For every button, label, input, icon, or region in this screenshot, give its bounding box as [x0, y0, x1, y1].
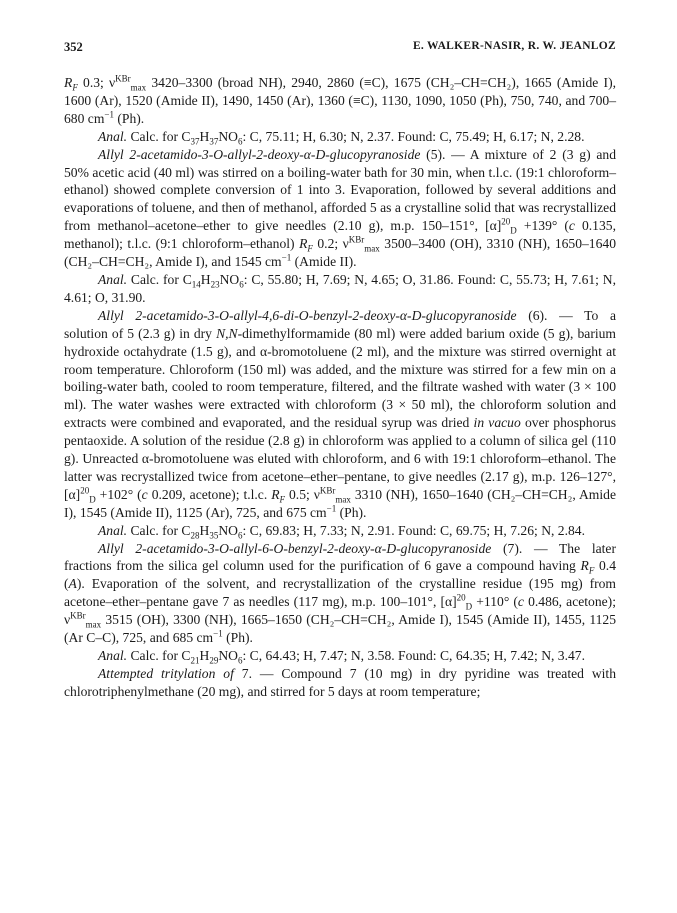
- text-run: : C, 64.43; H, 7.47; N, 3.58. Found: C, 64.35; H, 7.42; N, 3.47.: [242, 648, 585, 663]
- text-run: : C, 69.83; H, 7.33; N, 2.91. Found: C, 69.75; H, 7.26; N, 2.84.: [242, 522, 585, 538]
- superscript-text: KBr: [70, 610, 86, 621]
- text-run: Calc. for C: [127, 648, 191, 663]
- subscript-text: 37: [190, 136, 200, 147]
- text-run: 0.209, acetone); t.l.c.: [147, 486, 272, 502]
- italic-text: Allyl 2-acetamido-3-O-allyl-6-O-benzyl-2-deoxy-α-D-glucopyranoside: [98, 540, 492, 556]
- paragraph: [64, 146, 616, 271]
- text-run: (6). — To a solution of 5 (2.3 g) in dry: [64, 307, 616, 341]
- italic-text: R: [271, 486, 280, 502]
- text-run: NO: [219, 271, 240, 287]
- italic-text: Allyl 2-acetamido-3-O-allyl-4,6-di-O-benzyl-2-deoxy-α-D-glucopyranoside: [98, 307, 517, 323]
- text-run: Calc. for C: [127, 128, 191, 144]
- text-run: 0.4 (: [64, 558, 616, 592]
- text-run: Calc. for C: [127, 522, 191, 538]
- superscript-text: 20: [501, 216, 511, 227]
- text-run: 7. — Compound 7 (10 mg) in dry pyridine was treated with chlorotriphenylmethane (20 mg), and stirred for 5 days at room temperature;: [64, 665, 617, 699]
- subscript-text: F: [279, 494, 286, 505]
- subscript-text: max: [364, 243, 380, 254]
- subscript-text: 21: [190, 655, 200, 666]
- subscript-text: max: [85, 619, 102, 630]
- italic-text: Anal.: [98, 128, 128, 144]
- subscript-text: 28: [190, 530, 200, 541]
- text-run: (Ph).: [113, 110, 145, 126]
- subscript-text: 6: [237, 530, 243, 541]
- paragraph: [64, 271, 616, 307]
- paragraph: [64, 665, 616, 701]
- text-run: Calc. for C: [127, 271, 192, 287]
- subscript-text: F: [72, 82, 78, 93]
- subscript-text: 6: [237, 655, 243, 666]
- subscript-text: 6: [237, 136, 243, 147]
- subscript-text: D: [510, 225, 517, 236]
- text-run: 3310 (NH), 1650–1640 (CH₂–CH=CH₂, Amide I), 1545 (Amide II), 1125 (Ar), 725, and 675 cm: [64, 486, 616, 520]
- text-run: (Amide II).: [291, 254, 357, 270]
- paragraph: [64, 307, 616, 522]
- text-run: H: [199, 128, 210, 144]
- superscript-text: KBr: [348, 234, 365, 245]
- subscript-text: 23: [210, 279, 220, 290]
- italic-text: Anal.: [98, 522, 128, 538]
- page-header: [64, 40, 616, 60]
- text-run: 0.135, methanol); t.l.c. (9:1 chloroform–ethanol): [64, 218, 616, 252]
- text-run: : C, 55.80; H, 7.69; N, 4.65; O, 31.86. Found: C, 55.73; H, 7.61; N, 4.61; O, 31.90.: [64, 271, 616, 305]
- text-run: 3420–3300 (broad NH), 2940, 2860 (≡C), 1675 (CH₂–CH=CH₂), 1665 (Amide I), 1600 (Ar), 1520 (Amide II), 1490, 1450 (Ar), 1360 (≡C), 1130, 1090, 1050 (Ph), 750, 740, and 700–680 cm: [64, 75, 617, 126]
- text-run: (Ph).: [222, 630, 253, 646]
- text-run: : C, 75.11; H, 6.30; N, 2.37. Found: C, 75.49; H, 6.17; N, 2.28.: [242, 128, 585, 144]
- text-run: NO: [218, 128, 238, 144]
- italic-text: in vacuo: [473, 415, 521, 431]
- paragraph: [64, 522, 616, 540]
- text-run: (7). — The later fractions from the silica gel column used for the purification of 6 gave a compound having: [64, 540, 616, 574]
- text-run: 0.3; ν: [77, 75, 116, 90]
- text-run: (Ph).: [336, 504, 367, 520]
- page-number: 352: [64, 40, 83, 54]
- superscript-text: −1: [281, 252, 292, 263]
- subscript-text: 29: [209, 655, 219, 666]
- text-run: -dimethylformamide (80 ml) were added barium oxide (5 g), barium hydroxide octahydrate (1.5 g), and α-bromotoluene (2 ml), and the mixture was stirred overnight at room temperature. Chloroform (150 ml) was added, and the mixture was stirred for a few min on a boiling-water bath, cooled to room temperature, filtered, and the filtrate washed with water (3 × 100 ml). The water washes were extracted with chloroform (3 × 50 ml), the chloroform solution and extracts were combined and evaporated, and the residual syrup was dried: [64, 325, 616, 431]
- italic-text: c: [517, 594, 524, 610]
- italic-text: N,N: [216, 325, 238, 341]
- superscript-text: KBr: [115, 73, 131, 84]
- subscript-text: D: [465, 602, 473, 612]
- subscript-text: 35: [209, 530, 219, 541]
- paragraph: [64, 74, 616, 128]
- subscript-text: F: [588, 566, 595, 577]
- running-title: E. WALKER-NASIR, R. W. JEANLOZ: [412, 40, 616, 52]
- text-run: +102° (: [95, 486, 142, 502]
- italic-text: R: [64, 75, 73, 90]
- italic-text: Anal.: [98, 648, 128, 663]
- italic-text: R: [299, 236, 308, 252]
- italic-text: Allyl 2-acetamido-3-O-allyl-2-deoxy-α-D-glucopyranoside: [98, 146, 421, 162]
- text-run: H: [200, 271, 211, 287]
- text-run: 3500–3400 (OH), 3310 (NH), 1650–1640 (CH₂–CH=CH₂, Amide I), and 1545 cm: [64, 236, 616, 270]
- italic-text: c: [568, 218, 575, 234]
- subscript-text: D: [89, 494, 96, 505]
- paragraph: [64, 128, 616, 146]
- superscript-text: 20: [456, 592, 466, 603]
- subscript-text: 14: [191, 279, 201, 290]
- paragraph: [64, 540, 616, 647]
- subscript-text: max: [130, 82, 147, 93]
- italic-text: Attempted tritylation of: [98, 665, 234, 681]
- text-run: +139° (: [516, 218, 569, 234]
- text-run: 3515 (OH), 3300 (NH), 1665–1650 (CH₂–CH=CH₂, Amide I), 1545 (Amide II), 1455, 1125 (Ar C–C), 725, and 685 cm: [64, 612, 616, 646]
- italic-text: R: [580, 558, 589, 574]
- paragraph: [64, 647, 616, 665]
- superscript-text: −1: [326, 503, 337, 514]
- subscript-text: 37: [209, 136, 219, 147]
- text-run: over phosphorus pentaoxide. A solution of the residue (2.8 g) in chloroform was applied to a column of silica gel (110 g). Unreacted α-bromotoluene was eluted with chloroform, and 6 with 19:1 chloroform–ethanol. The latter was recrystallized twice from acetone–ether–pentane, to give needles (2.17 g), m.p. 126–127°, [α]: [64, 415, 616, 502]
- text-run: 0.486, acetone); ν: [64, 594, 616, 628]
- text-run: ). Evaporation of the solvent, and recrystallization of the crystalline residue (195 mg) from acetone–ether–pentane gave 7 as needles (117 mg), m.p. 100–101°, [α]: [64, 576, 616, 610]
- text-run: 0.2; ν: [312, 236, 349, 252]
- text-run: (5). — A mixture of 2 (3 g) and 50% acetic acid (40 ml) was stirred on a boiling-water bath for 30 min, when t.l.c. (19:1 chloroform–ethanol) showed complete conversion of 1 into 3. Evaporation, followed by several additions and evaporations of toluene, and then of methanol, afforded 5 as a crystalline solid that was recrystallized from methanol–acetone–ether to give needles (2.10 g), m.p. 150–151°, [α]: [64, 146, 617, 234]
- superscript-text: −1: [104, 109, 114, 120]
- text-run: 0.5; ν: [285, 486, 320, 502]
- subscript-text: max: [335, 494, 351, 505]
- subscript-text: 6: [239, 279, 244, 290]
- text-run: +110° (: [472, 594, 518, 610]
- text-run: H: [199, 648, 210, 663]
- italic-text: A: [68, 576, 77, 592]
- text-run: NO: [218, 522, 238, 538]
- superscript-text: KBr: [319, 485, 336, 496]
- text-run: NO: [218, 648, 238, 663]
- article-body: [64, 74, 616, 701]
- text-run: H: [199, 522, 210, 538]
- superscript-text: 20: [80, 485, 90, 496]
- italic-text: c: [141, 486, 148, 502]
- superscript-text: −1: [213, 628, 223, 639]
- italic-text: Anal.: [98, 271, 128, 287]
- subscript-text: F: [307, 243, 313, 254]
